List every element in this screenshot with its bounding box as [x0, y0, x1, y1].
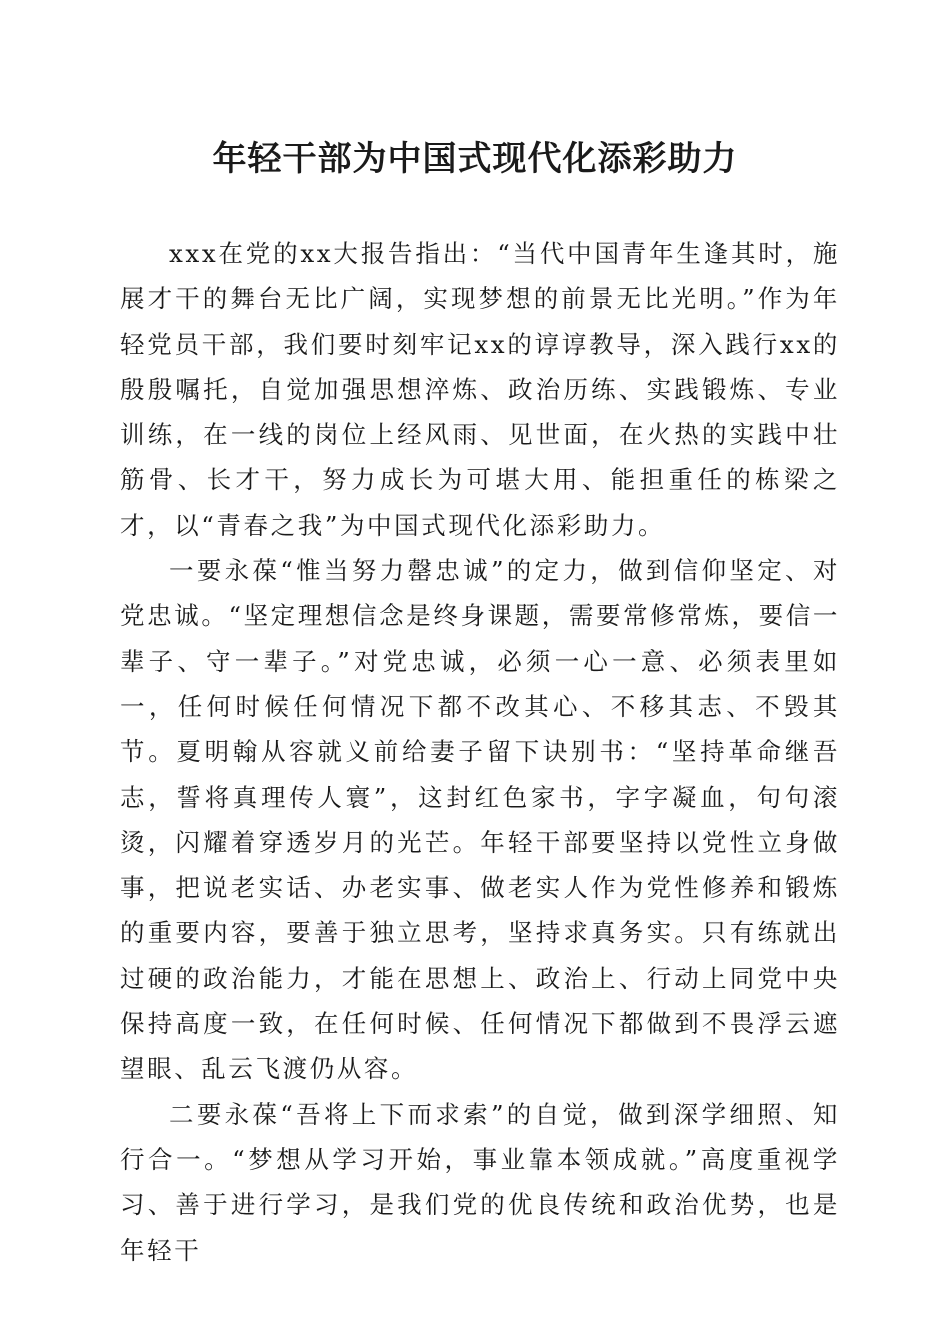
paragraph-point-two: 二要永葆“吾将上下而求索”的自觉，做到深学细照、知行合一。“梦想从学习开始，事业靠本领成就。”高度重视学习、善于进行学习，是我们党的优良传统和政治优势，也是年轻干	[120, 1099, 840, 1265]
paragraph-point-one: 一要永葆“惟当努力罄忠诚”的定力，做到信仰坚定、对党忠诚。“坚定理想信念是终身课题，需要常修常炼，要信一辈子、守一辈子。”对党忠诚，必须一心一意、必须表里如一，任何时候任何情况下都不改其心、不移其志、不毁其节。夏明翰从容就义前给妻子留下诀别书：“坚持革命继吾志，誓将真理传人寰”，这封红色家书，字字凝血，句句滚烫，闪耀着穿透岁月的光芒。年轻干部要坚持以党性立身做事，把说老实话、办老实事、做老实人作为党性修养和锻炼的重要内容，要善于独立思考，坚持求真务实。只有练就出过硬的政治能力，才能在思想上、政治上、行动上同党中央保持高度一致，在任何时候、任何情况下都做到不畏浮云遮望眼、乱云飞渡仍从容。	[120, 556, 840, 1084]
document-body	[120, 231, 840, 1273]
document-title: 年轻干部为中国式现代化添彩助力	[212, 139, 738, 179]
paragraph-intro: xxx在党的xx大报告指出：“当代中国青年生逢其时，施展才干的舞台无比广阔，实现梦想的前景无比光明。”作为年轻党员干部，我们要时刻牢记xx的谆谆教导，深入践行xx的殷殷嘱托，自觉加强思想淬炼、政治历练、实践锻炼、专业训练，在一线的岗位上经风雨、见世面，在火热的实践中壮筋骨、长才干，努力成长为可堪大用、能担重任的栋梁之才，以“青春之我”为中国式现代化添彩助力。	[120, 239, 840, 540]
